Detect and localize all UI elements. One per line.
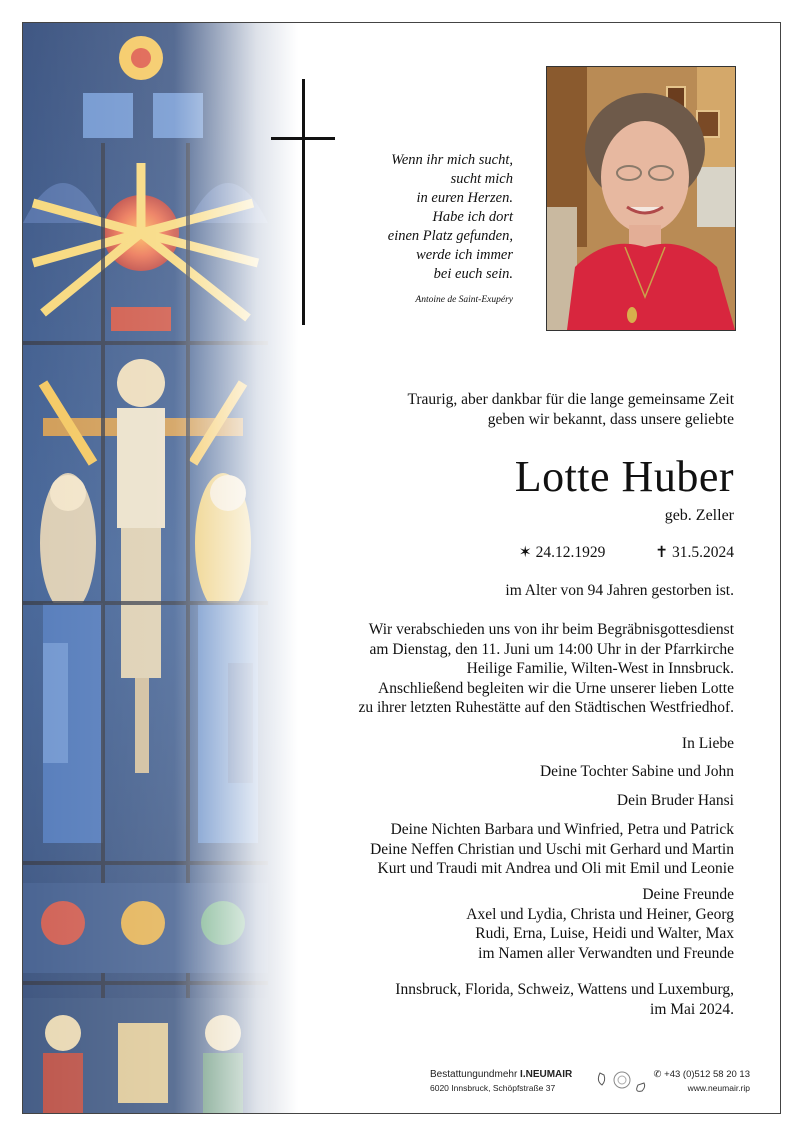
poem-author: Antoine de Saint-Exupéry: [415, 295, 513, 305]
brand-part: undmehr: [477, 1069, 518, 1080]
poem-line: Habe ich dort: [432, 209, 513, 225]
mourner-line: Deine Nichten Barbara und Winfried, Petra und Patrick: [390, 821, 734, 838]
mourner-friends: [466, 885, 734, 963]
poem-line: werde ich immer: [416, 247, 513, 263]
deceased-name: Lotte Huber: [514, 452, 734, 501]
maiden-name: geb. Zeller: [664, 507, 734, 524]
image-fade-overlay: [23, 23, 298, 1113]
death-cross-icon: ✝: [655, 544, 669, 561]
cross-icon-beam: [271, 137, 335, 140]
mourner-line: Deine Freunde: [642, 886, 734, 903]
stained-glass-image: [23, 23, 298, 1113]
intro-line: geben wir bekannt, dass unsere geliebte: [487, 410, 734, 428]
butterfly-logo-icon: [594, 1067, 650, 1095]
brand-part: Bestattung: [430, 1069, 478, 1080]
mourner-line: Deine Neffen Christian und Uschi mit Gerhard und Martin: [370, 840, 734, 858]
phone-icon: ✆: [653, 1069, 665, 1080]
obituary-card: [22, 22, 781, 1114]
mourner-line: im Namen aller Verwandten und Freunde: [478, 944, 734, 962]
cross-icon: [302, 79, 305, 325]
mourner-brother: Dein Bruder Hansi: [616, 792, 734, 809]
phone-number: +43 (0)512 58 20 13: [664, 1069, 750, 1080]
life-dates: [519, 543, 734, 562]
death-date: 31.5.2024: [672, 544, 734, 561]
funeral-details: [358, 620, 734, 718]
mourner-line: Rudi, Erna, Luise, Heidi und Walter, Max: [475, 925, 734, 942]
date-line: im Mai 2024.: [650, 1000, 734, 1018]
funeral-line: Anschließend begleiten wir die Urne unserer lieben Lotte: [378, 679, 734, 697]
place-line: Innsbruck, Florida, Schweiz, Wattens und Luxemburg,: [395, 981, 734, 998]
in-love-text: In Liebe: [681, 735, 734, 752]
portrait-photo: [546, 66, 736, 331]
funeral-home-brand: [430, 1069, 572, 1080]
mourner-line: Axel und Lydia, Christa und Heiner, Georg: [466, 905, 734, 923]
poem-line: einen Platz gefunden,: [387, 228, 513, 244]
age-text: im Alter von 94 Jahren gestorben ist.: [505, 582, 734, 599]
intro-text: [407, 390, 734, 429]
funeral-line: Heilige Familie, Wilten-West in Innsbruck.: [466, 660, 734, 677]
mourner-nieces-nephews: [370, 820, 734, 879]
poem-line: sucht mich: [450, 171, 513, 187]
mourner-line: Kurt und Traudi mit Andrea und Oli mit Emil und Leonie: [377, 860, 734, 877]
poem: [323, 151, 513, 310]
place-and-date: [395, 980, 734, 1019]
funeral-home-website[interactable]: www.neumair.rip: [687, 1083, 750, 1093]
poem-line: bei euch sein.: [433, 266, 513, 282]
funeral-line: zu ihrer letzten Ruhestätte auf den Städtischen Westfriedhof.: [358, 699, 734, 716]
funeral-home-footer: [430, 1067, 750, 1097]
funeral-line: Wir verabschieden uns von ihr beim Begräbnisgottesdienst: [368, 621, 734, 638]
intro-line: Traurig, aber dankbar für die lange gemeinsame Zeit: [407, 391, 734, 408]
birth-star-icon: ✶: [518, 544, 532, 561]
poem-line: in euren Herzen.: [416, 190, 513, 206]
funeral-home-phone[interactable]: [654, 1069, 750, 1080]
funeral-home-address: 6020 Innsbruck, Schöpfstraße 37: [430, 1083, 556, 1093]
birth-date: 24.12.1929: [535, 544, 606, 561]
mourner-daughter: Deine Tochter Sabine und John: [539, 763, 734, 780]
brand-part: I.NEUMAIR: [517, 1069, 573, 1080]
funeral-line: am Dienstag, den 11. Juni um 14:00 Uhr in der Pfarrkirche: [369, 640, 734, 658]
poem-line: Wenn ihr mich sucht,: [391, 152, 513, 168]
